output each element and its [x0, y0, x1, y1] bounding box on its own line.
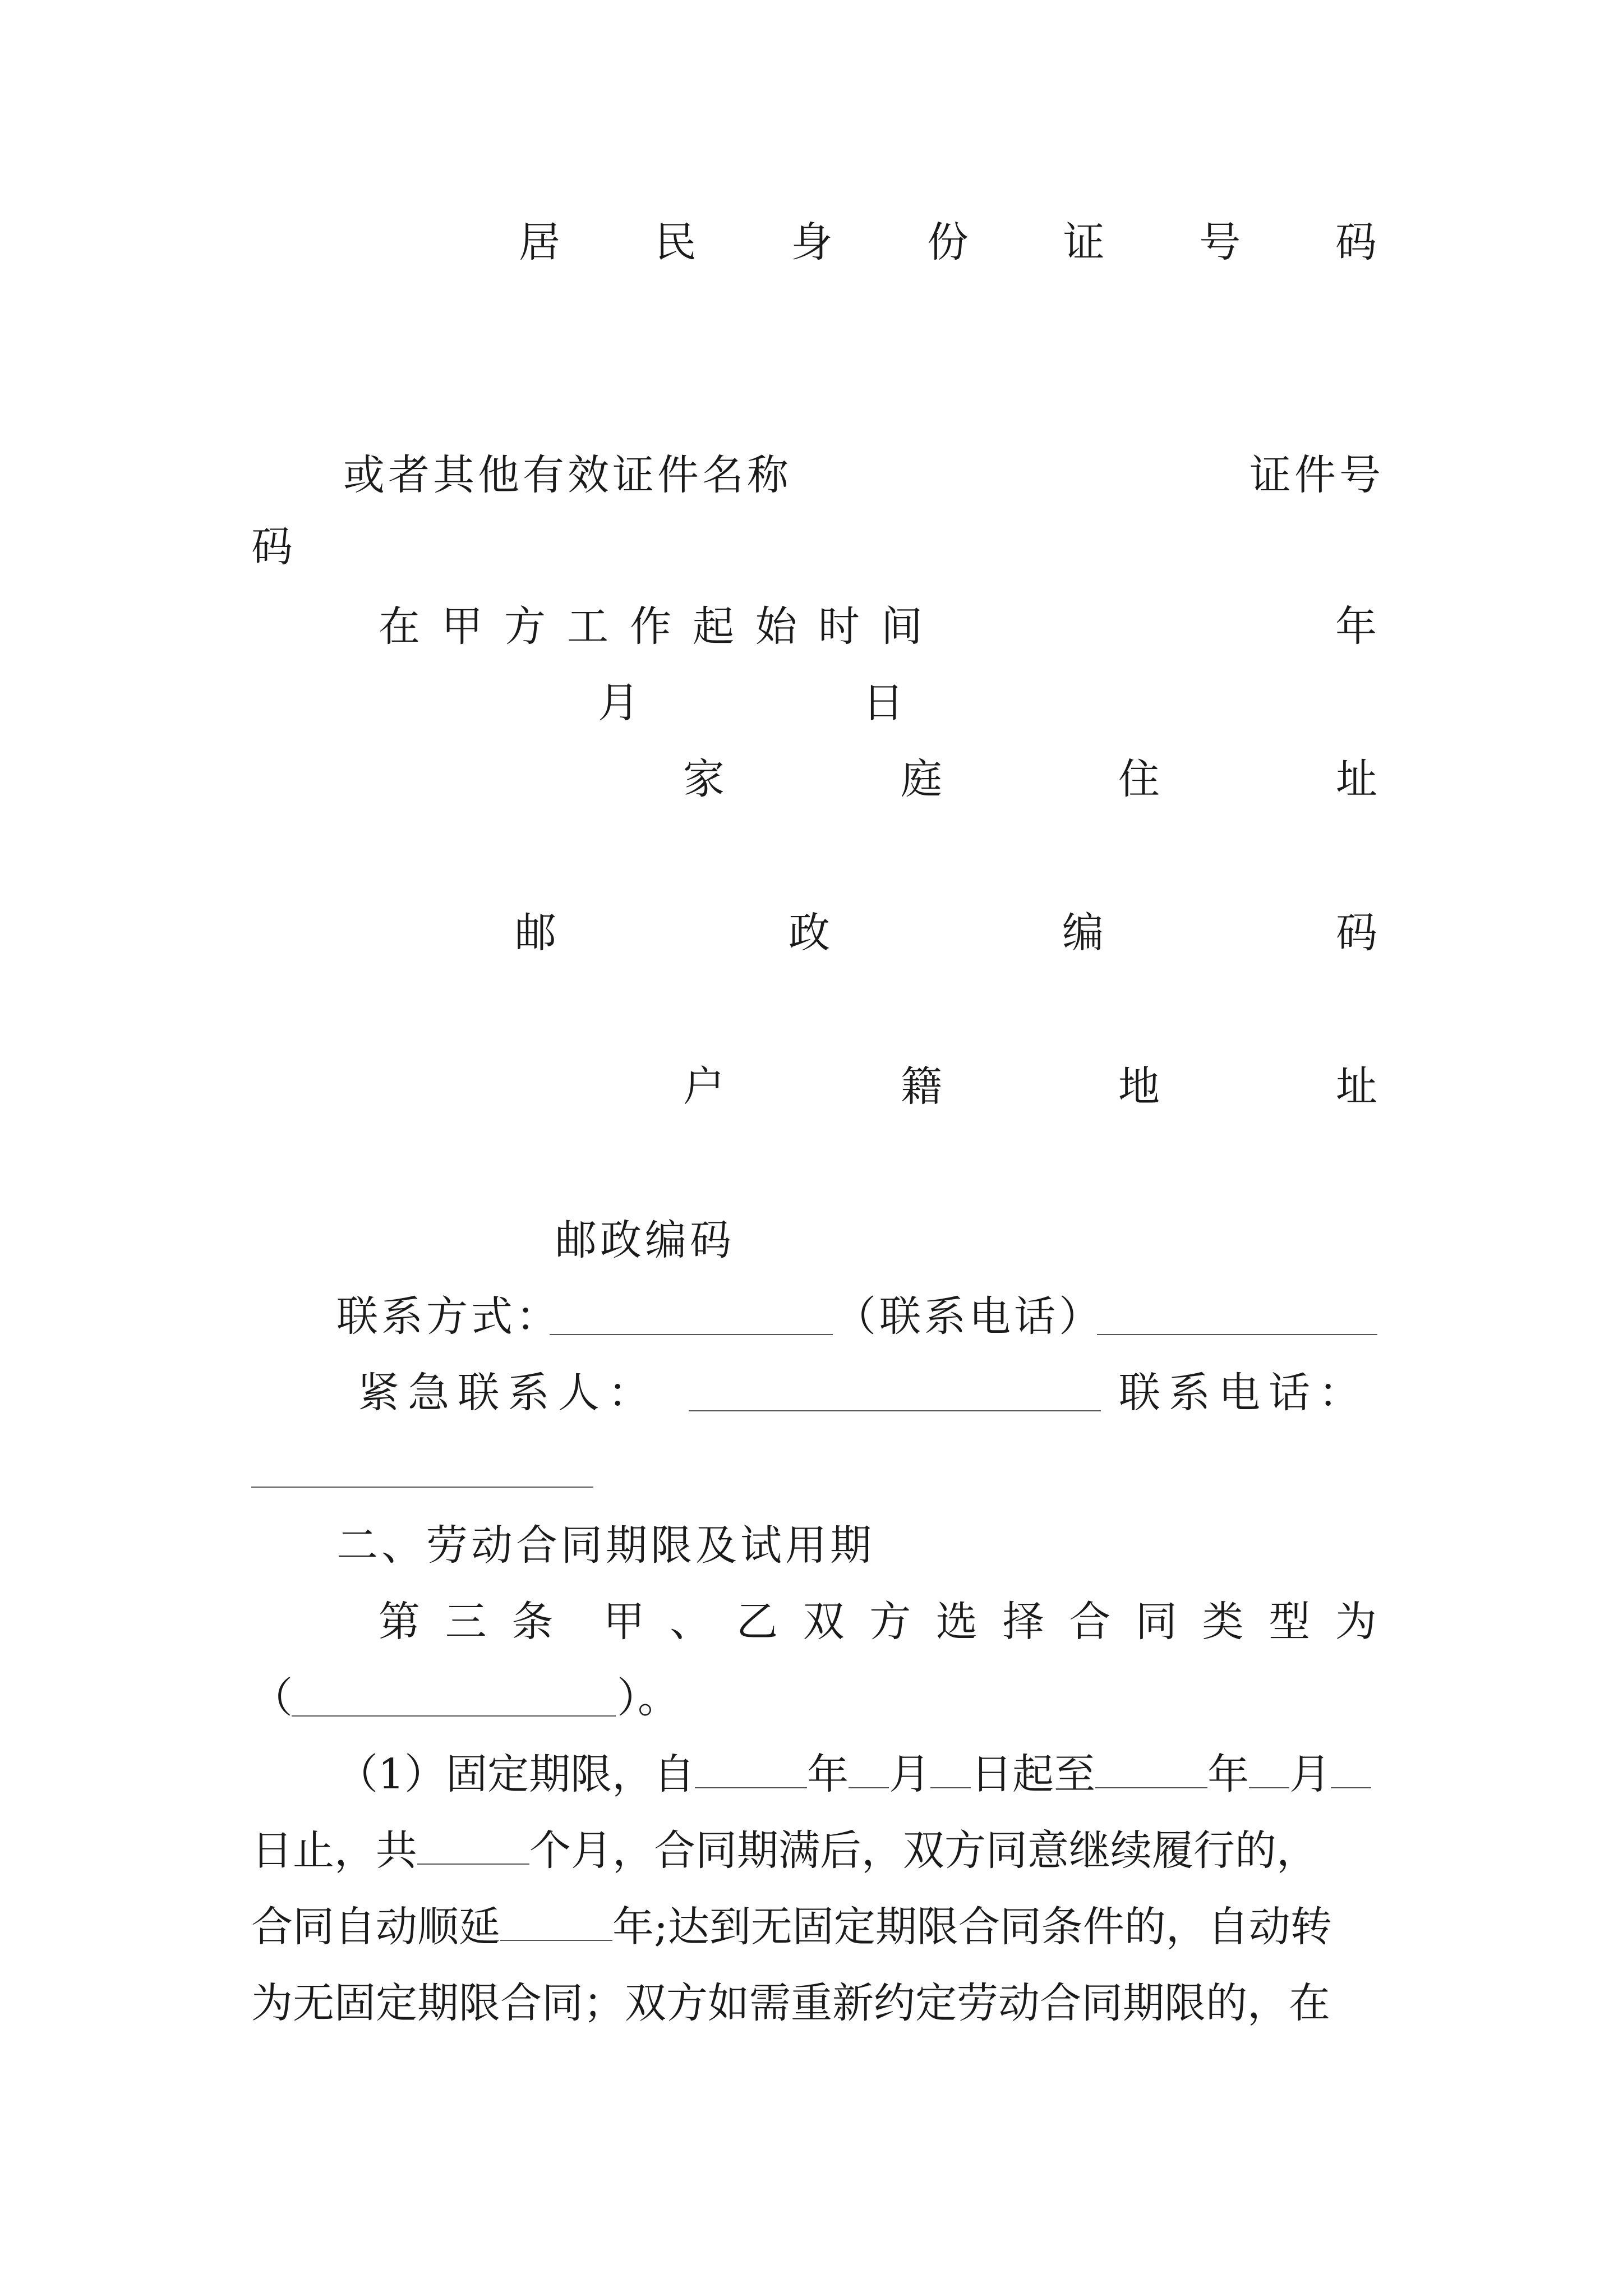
start-time-char: 间 [881, 602, 923, 651]
article3-char: 甲 [603, 1598, 645, 1646]
id-number-char: 民 [654, 218, 697, 266]
start-time-char: 工 [567, 602, 608, 651]
emergency-phone-blank[interactable] [251, 1487, 593, 1488]
emergency-blank[interactable] [689, 1410, 1101, 1411]
household-address-char: 地 [1118, 1062, 1160, 1111]
start-time-label [379, 602, 923, 651]
start-time-char: 始 [755, 602, 797, 651]
household-address-char: 籍 [901, 1062, 942, 1111]
clause1-month2: 月 [1289, 1750, 1331, 1798]
other-cert-name-label: 或者其他有效证件名称 [343, 451, 792, 499]
home-address-char: 家 [683, 755, 725, 803]
other-cert-number-label: 证件号 [1249, 451, 1384, 499]
start-time-char: 作 [630, 602, 671, 651]
article3-char: 第 [379, 1598, 420, 1646]
start-time-char: 时 [818, 602, 860, 651]
article3-open-paren: （ [251, 1674, 293, 1722]
id-number-char: 身 [791, 218, 833, 266]
clause1-line2-a: 日止，共 [251, 1826, 417, 1875]
article3-char: 同 [1135, 1598, 1177, 1646]
article3-char: 三 [445, 1598, 487, 1646]
contact-phone-label: （联系电话） [834, 1292, 1104, 1341]
clause1-line2-b: 个月，合同期满后，双方同意继续履行的， [529, 1826, 1318, 1875]
emergency-char: 联 [458, 1369, 500, 1417]
end-day-blank[interactable] [1331, 1754, 1371, 1788]
id-number-label [519, 218, 1377, 266]
contact-label: 联系方式： [336, 1292, 561, 1341]
article3-line [379, 1598, 1377, 1646]
article3-char: 类 [1202, 1598, 1244, 1646]
article3-char: 双 [803, 1598, 845, 1646]
clause1-month1: 月 [889, 1750, 931, 1798]
home-address-char: 址 [1336, 755, 1377, 803]
emergency-char: 系 [508, 1369, 550, 1417]
clause1-line3 [251, 1903, 1378, 1951]
start-time-year: 年 [1335, 602, 1377, 651]
contact-phone-blank[interactable] [1097, 1334, 1377, 1335]
article3-char: 乙 [736, 1598, 778, 1646]
clause1-line3-a: 合同自动顺延 [251, 1903, 500, 1951]
id-number-char: 证 [1063, 218, 1105, 266]
emergency-phone-char: 系 [1169, 1369, 1210, 1417]
section2-heading: 二、劳动合同期限及试用期 [336, 1521, 875, 1570]
article3-char: 选 [935, 1598, 978, 1646]
emergency-char: ： [607, 1369, 649, 1417]
contract-type-blank[interactable] [292, 1715, 616, 1717]
end-year-blank[interactable] [1095, 1754, 1207, 1788]
home-address-char: 庭 [901, 755, 942, 803]
clause1-prefix: （1）固定期限，自 [336, 1750, 695, 1798]
start-time-month: 月 [598, 679, 639, 727]
emergency-phone-char: ： [1318, 1369, 1360, 1417]
household-address-char: 户 [683, 1062, 725, 1111]
article3-char: 合 [1069, 1598, 1111, 1646]
article3-char: 为 [1335, 1598, 1377, 1646]
postal-code-char: 码 [1336, 909, 1377, 957]
start-time-char: 方 [504, 602, 546, 651]
emergency-phone-char: 电 [1219, 1369, 1260, 1417]
end-month-blank[interactable] [1249, 1754, 1289, 1788]
emergency-phone-char: 联 [1119, 1369, 1160, 1417]
contact-blank[interactable] [550, 1334, 833, 1335]
emergency-char: 急 [408, 1369, 450, 1417]
clause1-line4: 为无固定期限合同；双方如需重新约定劳动合同期限的，在 [251, 1979, 1330, 2027]
emergency-label [358, 1369, 649, 1417]
clause1-day1: 日起至 [971, 1750, 1096, 1798]
id-number-char: 居 [519, 218, 560, 266]
start-time-char: 在 [379, 602, 420, 651]
emergency-phone-char: 话 [1269, 1369, 1310, 1417]
article3-char: 、 [670, 1598, 712, 1646]
start-month-blank[interactable] [849, 1754, 889, 1788]
extend-years-blank[interactable] [500, 1906, 612, 1941]
household-address-char: 址 [1336, 1062, 1377, 1111]
start-time-day: 日 [863, 679, 904, 727]
emergency-phone-label [1119, 1369, 1360, 1417]
emergency-char: 人 [557, 1369, 600, 1417]
home-address-char: 住 [1118, 755, 1160, 803]
article3-char: 条 [511, 1598, 554, 1646]
clause1-line2 [251, 1826, 1378, 1875]
clause1-year1: 年 [807, 1750, 849, 1798]
article3-char: 择 [1002, 1598, 1044, 1646]
id-number-char: 份 [926, 218, 969, 266]
months-blank[interactable] [417, 1830, 529, 1865]
clause1-line3-b: 年;达到无固定期限合同条件的，自动转 [612, 1903, 1332, 1951]
postal-code-label [515, 909, 1377, 957]
emergency-char: 紧 [358, 1369, 399, 1417]
article3-char: 方 [869, 1598, 911, 1646]
start-time-char: 甲 [441, 602, 483, 651]
clause1-line1 [336, 1750, 1380, 1798]
start-day-blank[interactable] [930, 1754, 971, 1788]
id-number-char: 码 [1335, 218, 1377, 266]
other-cert-number-label-cont: 码 [251, 523, 293, 571]
postal-code-label-2: 邮政编码 [555, 1216, 735, 1264]
postal-code-char: 邮 [515, 909, 556, 957]
id-number-char: 号 [1199, 218, 1241, 266]
postal-code-char: 编 [1062, 909, 1104, 957]
clause1-year2: 年 [1207, 1750, 1249, 1798]
article3-char: 型 [1269, 1598, 1311, 1646]
home-address-label [683, 755, 1377, 803]
postal-code-char: 政 [789, 909, 830, 957]
start-time-char: 起 [693, 602, 734, 651]
article3-close-paren: ）。 [617, 1674, 679, 1722]
household-address-label [683, 1062, 1377, 1111]
start-year-blank[interactable] [695, 1754, 807, 1788]
